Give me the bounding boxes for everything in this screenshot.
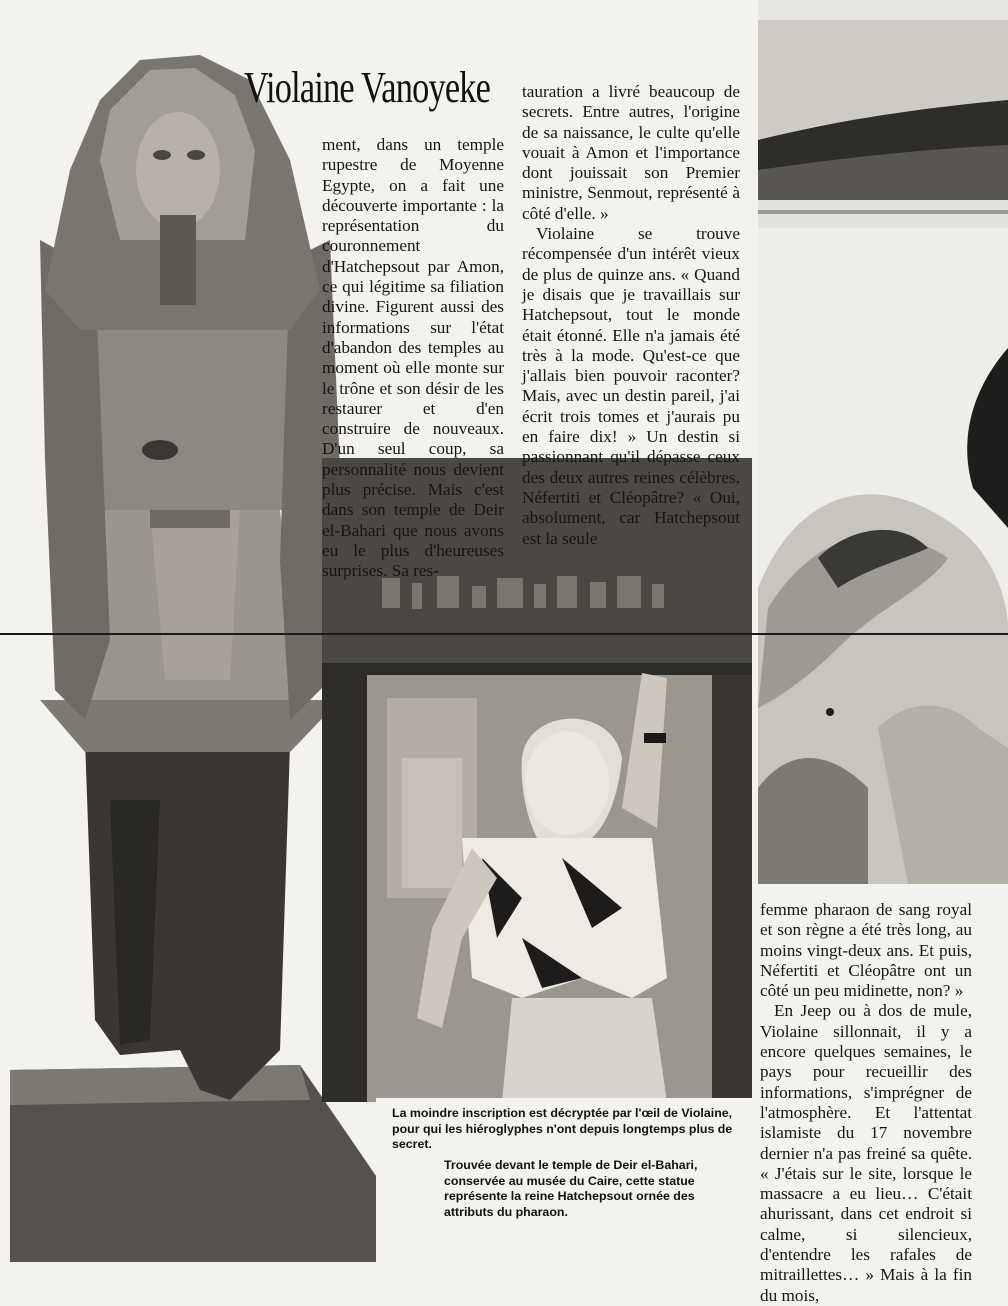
article-column-3 (760, 900, 972, 1306)
column-2-paragraph-2: Violaine se trouve récompensée d'un intérêt vieux de plus de quinze ans. « Quand je disais que je travaillais sur Hatchepsout, tout le monde était étonné. Elle n'a jamais été très à la mode. Qu'est-ce que j'allais bien pouvoir raconter? Mais, avec un destin pareil, j'ai écrit trois tomes et j'aurais pu en faire dix! » Un destin si passionnant qu'il dépasse ceux des deux autres reines célèbres, Néfertiti et Cléopâtre? « Oui, absolument, car Hatchepsout est la seule (522, 224, 740, 548)
author-heading: Violaine Vanoyeke (244, 63, 491, 112)
statue-photo-caption: Trouvée devant le temple de Deir el-Bahari, conservée au musée du Caire, cette statue représente la reine Hatchepsout ornée des attributs du pharaon. (444, 1158, 698, 1219)
column-1-paragraph: ment, dans un temple rupestre de Moyenne Egypte, on a fait une découverte importante : la représentation du couronnement d'Hatchepsout par Amon, ce qui légitime sa filiation divine. Figurent aussi des informations sur l'état d'abandon des temples au moment où elle monte sur le trône et son désir de les restaurer et d'en construire de nouveaux. D'un seul coup, sa personnalité nous devient plus précise. Mais c'est dans son temple de Deir el-Bahari que nous avons eu le plus d'heureuses surprises. Sa res- (322, 135, 504, 581)
column-3-paragraph-1: femme pharaon de sang royal et son règne a été très long, au moins vingt-deux ans. Et puis, Néfertiti et Cléopâtre ont un côté un peu midinette, non? » (760, 900, 972, 1001)
column-2-paragraph-1: tauration a livré beaucoup de secrets. Entre autres, l'origine de sa naissance, le culte qu'elle vouait à Amon et l'importance dont jouissait son Premier ministre, Senmout, représenté à côté d'elle. » (522, 82, 740, 223)
page-fold-line (0, 633, 1008, 635)
violaine-photo-caption: La moindre inscription est décryptée par l'œil de Violaine, pour qui les hiéroglyphes n'ont depuis longtemps plus de secret. (392, 1106, 733, 1151)
shirt-closeup-photo (758, 228, 1008, 884)
landscape-photo (758, 0, 1008, 228)
column-3-paragraph-2: En Jeep ou à dos de mule, Violaine sillonnait, il y a encore quelques semaines, le pays pour recueillir des informations, s'imprégner de l'atmosphère. Et l'attentat islamiste du 17 novembre dernier n'a pas freiné sa quête. « J'étais sur le site, lorsque le massacre a eu lieu… C'était ahurissant, dans cet endroit si calme, si silencieux, d'entendre les rafales de mitraillettes… » Mais à la fin du mois, (760, 1001, 972, 1305)
article-column-1 (322, 135, 504, 582)
article-column-2 (522, 82, 740, 549)
